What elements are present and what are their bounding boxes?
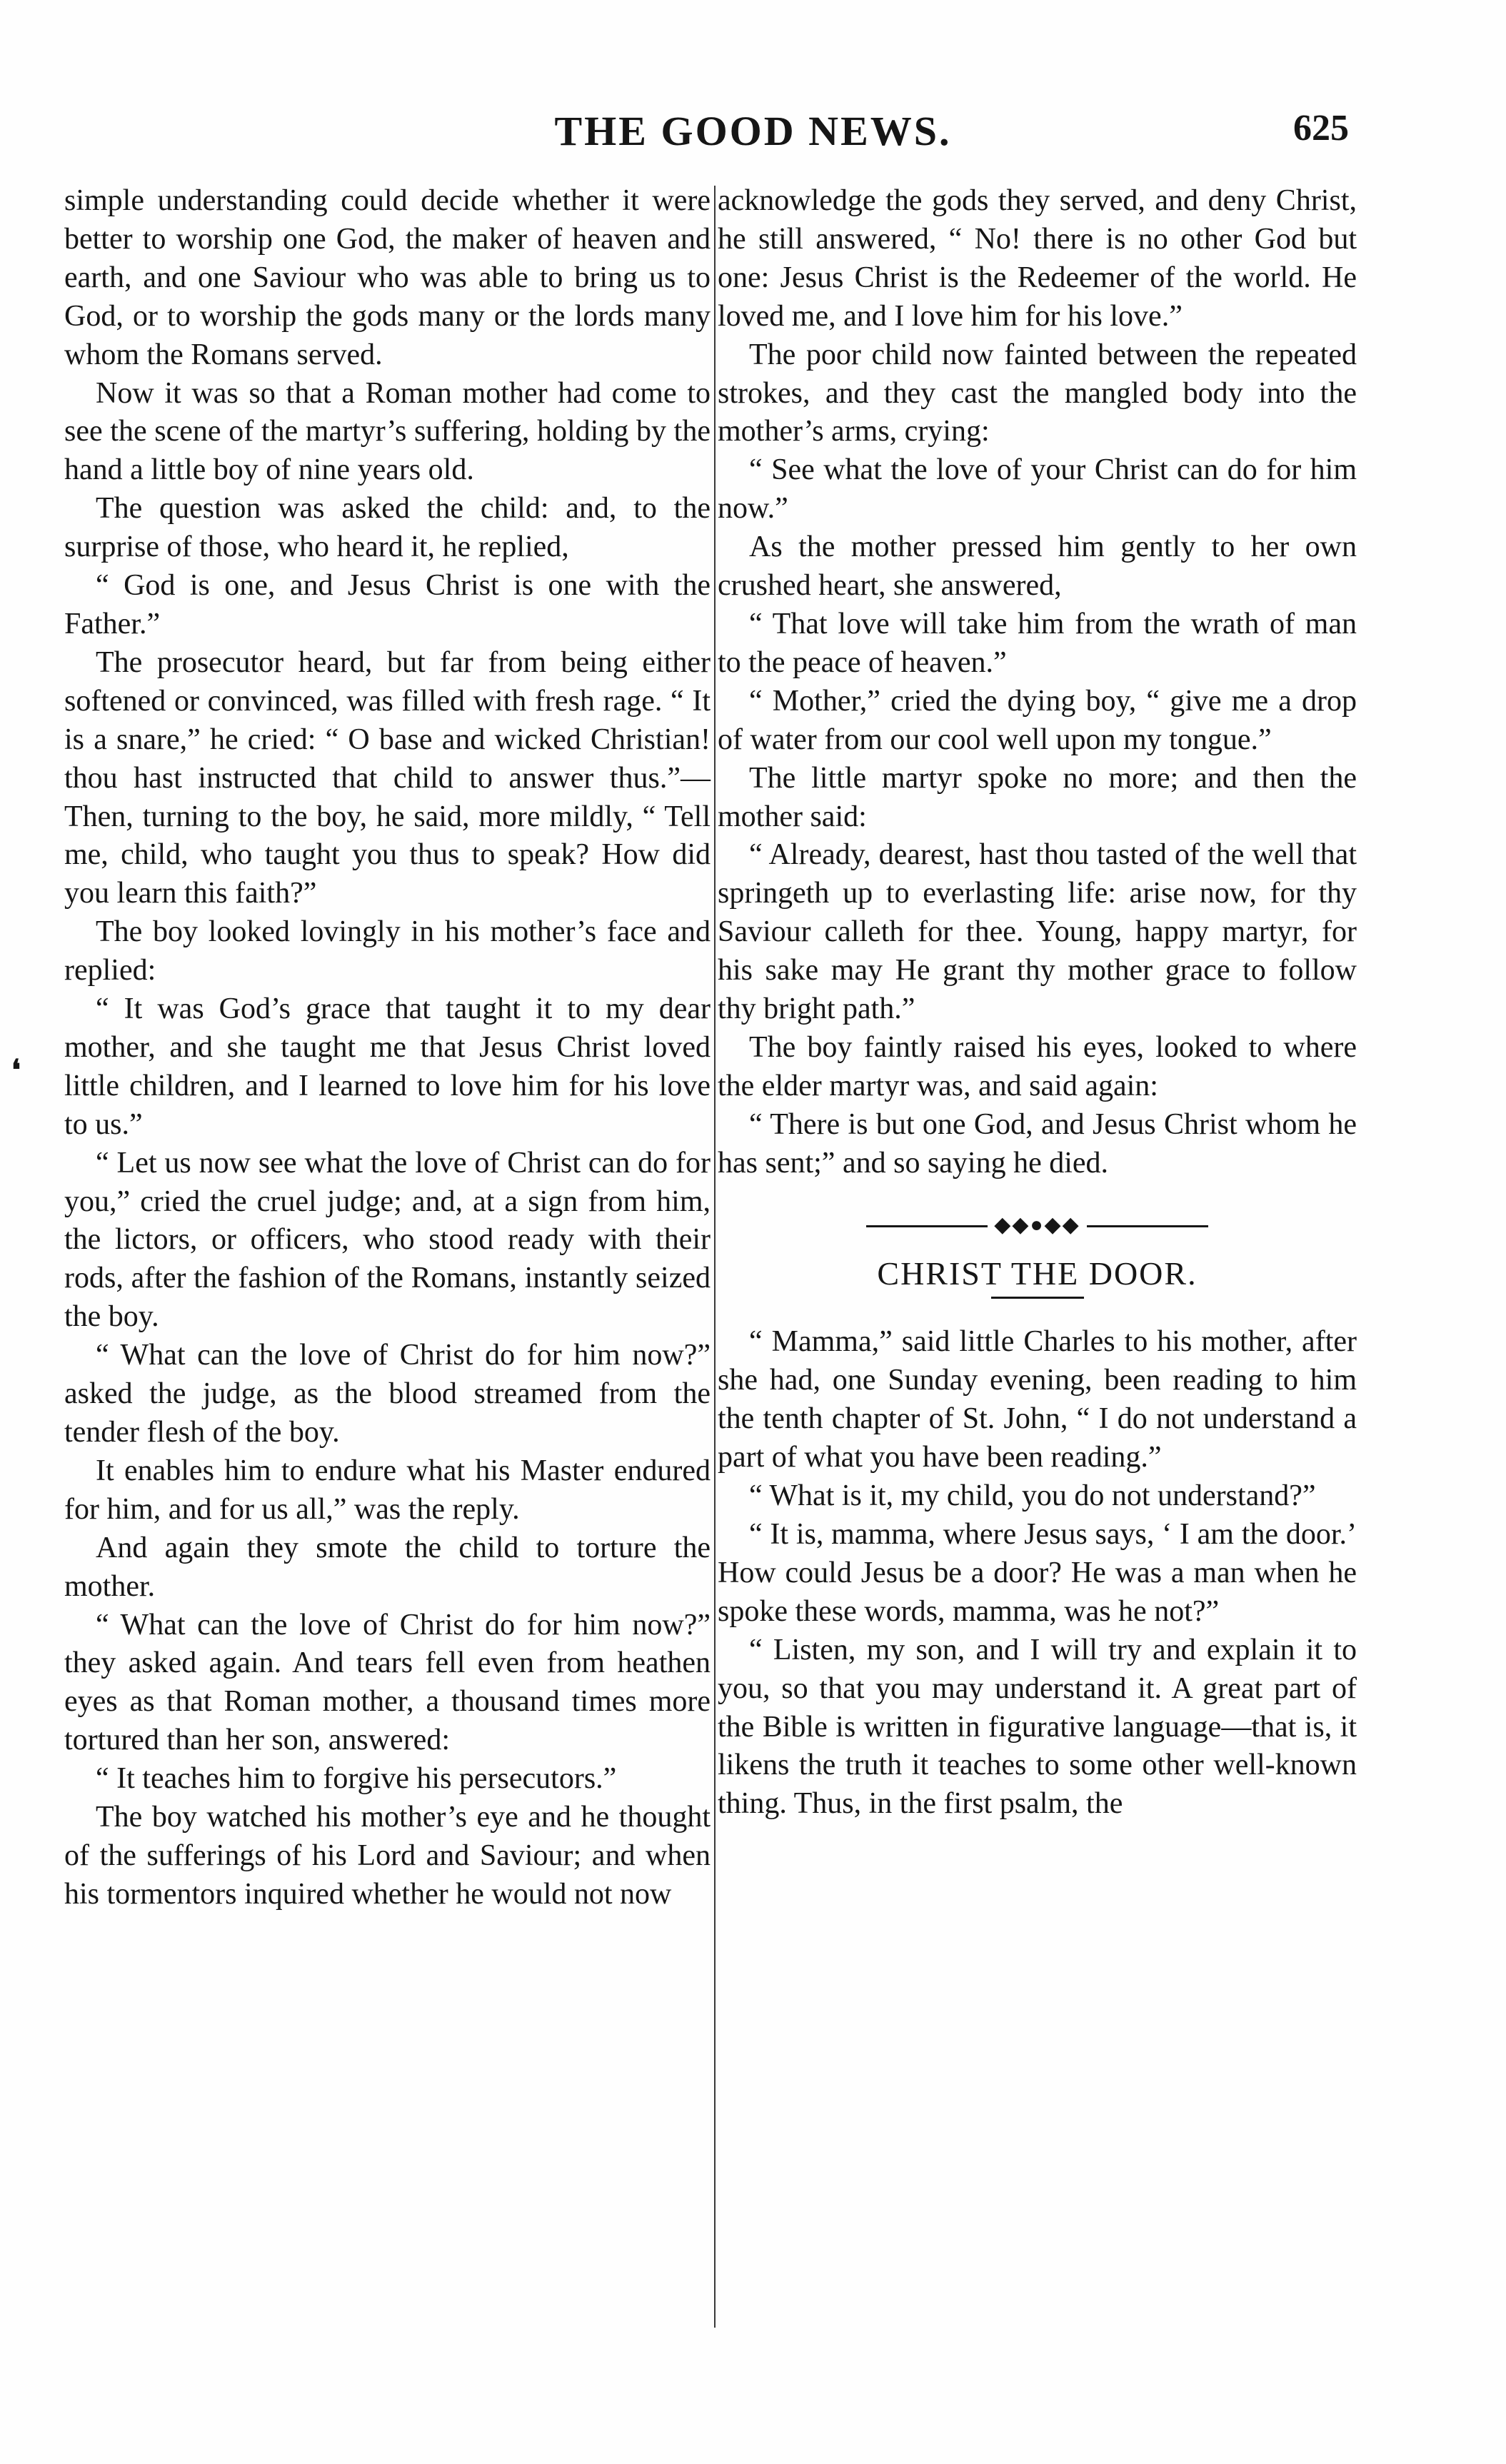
- section-title: CHRIST THE DOOR.: [877, 1254, 1198, 1292]
- paragraph: And again they smote the child to torture the mother.: [64, 1531, 711, 1603]
- paragraph: “ It is, mamma, where Jesus says, ‘ I am the door.’ How could Jesus be a door? He was a man when he spoke these words, mamma, was he not?”: [718, 1518, 1357, 1628]
- paragraph: “ That love will take him from the wrath of man to the peace of heaven.”: [718, 607, 1357, 679]
- paragraph: acknowledge the gods they served, and deny Christ, he still answered, “ No! there is no other God but one: Jesus Christ is the Redeemer of the world. He loved me, and I love him for his love.”: [718, 184, 1357, 333]
- section-ornament: [718, 1212, 1357, 1237]
- paragraph: It enables him to endure what his Master endured for him, and for us all,” was the reply.: [64, 1454, 711, 1526]
- paragraph: “ God is one, and Jesus Christ is one with the Father.”: [64, 569, 711, 640]
- paragraph: The boy watched his mother’s eye and he thought of the sufferings of his Lord and Saviour; and when his tormentors inquired whether he would not now: [64, 1801, 711, 1911]
- paragraph: “ It teaches him to forgive his persecutors.”: [96, 1762, 617, 1796]
- paragraph: “ Mother,” cried the dying boy, “ give me a drop of water from our cool well upon my tongue.”: [718, 684, 1357, 756]
- column-divider: [714, 186, 716, 2328]
- margin-mark: ❛: [11, 1053, 21, 1087]
- paragraph: “ See what the love of your Christ can do for him now.”: [718, 453, 1357, 526]
- paragraph: “ What is it, my child, you do not understand?”: [749, 1479, 1316, 1513]
- paragraph: “ There is but one God, and Jesus Christ whom he has sent;” and so saying he died.: [718, 1107, 1357, 1180]
- paragraph: The prosecutor heard, but far from being either softened or convinced, was filled with fresh rage. “ It is a snare,” he cried: “ O base and wicked Christian! thou hast instructed that child to answer thus.”— Then, turning to the boy, he said, more mildly, “ Tell me, child, who taught you thus to speak? How did you learn this faith?”: [64, 645, 711, 910]
- ornament-rule-right: [1087, 1225, 1208, 1227]
- paragraph: The little martyr spoke no more; and then the mother said:: [718, 761, 1357, 833]
- title-underline: [991, 1297, 1084, 1299]
- paragraph: As the mother pressed him gently to her own crushed heart, she answered,: [718, 530, 1357, 603]
- paragraph: The boy faintly raised his eyes, looked to where the elder martyr was, and said again:: [718, 1030, 1357, 1102]
- page-header-title: THE GOOD NEWS.: [554, 108, 952, 154]
- paragraph: simple understanding could decide whether it were better to worship one God, the maker of heaven and earth, and one Saviour who was able to bring us to God, or to worship the gods many or the lords many whom the Romans served.: [64, 184, 711, 371]
- paragraph: “ Let us now see what the love of Christ can do for you,” cried the cruel judge; and, at a sign from him, the lictors, or officers, who stood ready with their rods, after the fashion of the Romans, instantly seized the boy.: [64, 1146, 711, 1334]
- paragraph: “ What can the love of Christ do for him now?” they asked again. And tears fell even from heathen eyes as that Roman mother, a thousand times more tortured than her son, answered:: [64, 1608, 711, 1757]
- paragraph: “ It was God’s grace that taught it to my dear mother, and she taught me that Jesus Christ loved little children, and I learned to love him for his love to us.”: [64, 992, 711, 1141]
- ornament-rule-left: [866, 1225, 988, 1227]
- paragraph: The boy looked lovingly in his mother’s face and replied:: [64, 915, 711, 987]
- paragraph: The question was asked the child: and, to the surprise of those, who heard it, he replied,: [64, 492, 711, 564]
- left-column: [64, 182, 711, 1914]
- paragraph: “ Mamma,” said little Charles to his mother, after she had, one Sunday evening, been reading to him the tenth chapter of St. John, “ I do not understand a part of what you have been reading.”: [718, 1325, 1357, 1474]
- paragraph: “ Listen, my son, and I will try and explain it to you, so that you may understand it. A great part of the Bible is written in figurative language—that is, it likens the truth it teaches to some other well-known thing. Thus, in the first psalm, the: [718, 1633, 1357, 1821]
- paragraph: “ Already, dearest, hast thou tasted of the well that springeth up to everlasting life: arise now, for thy Saviour calleth for thee. Young, happy martyr, for his sake may He grant thy mother grace to follow thy bright path.”: [718, 838, 1357, 1026]
- right-column: [718, 182, 1357, 1824]
- paragraph: The poor child now fainted between the repeated strokes, and they cast the mangled body into the mother’s arms, crying:: [718, 338, 1357, 448]
- page-number: 625: [1293, 108, 1349, 149]
- paragraph: “ What can the love of Christ do for him now?” asked the judge, as the blood streamed from the tender flesh of the boy.: [64, 1339, 711, 1449]
- ornament-glyphs: ◆◆●◆◆: [994, 1212, 1080, 1237]
- paragraph: Now it was so that a Roman mother had come to see the scene of the martyr’s suffering, holding by the hand a little boy of nine years old.: [64, 376, 711, 487]
